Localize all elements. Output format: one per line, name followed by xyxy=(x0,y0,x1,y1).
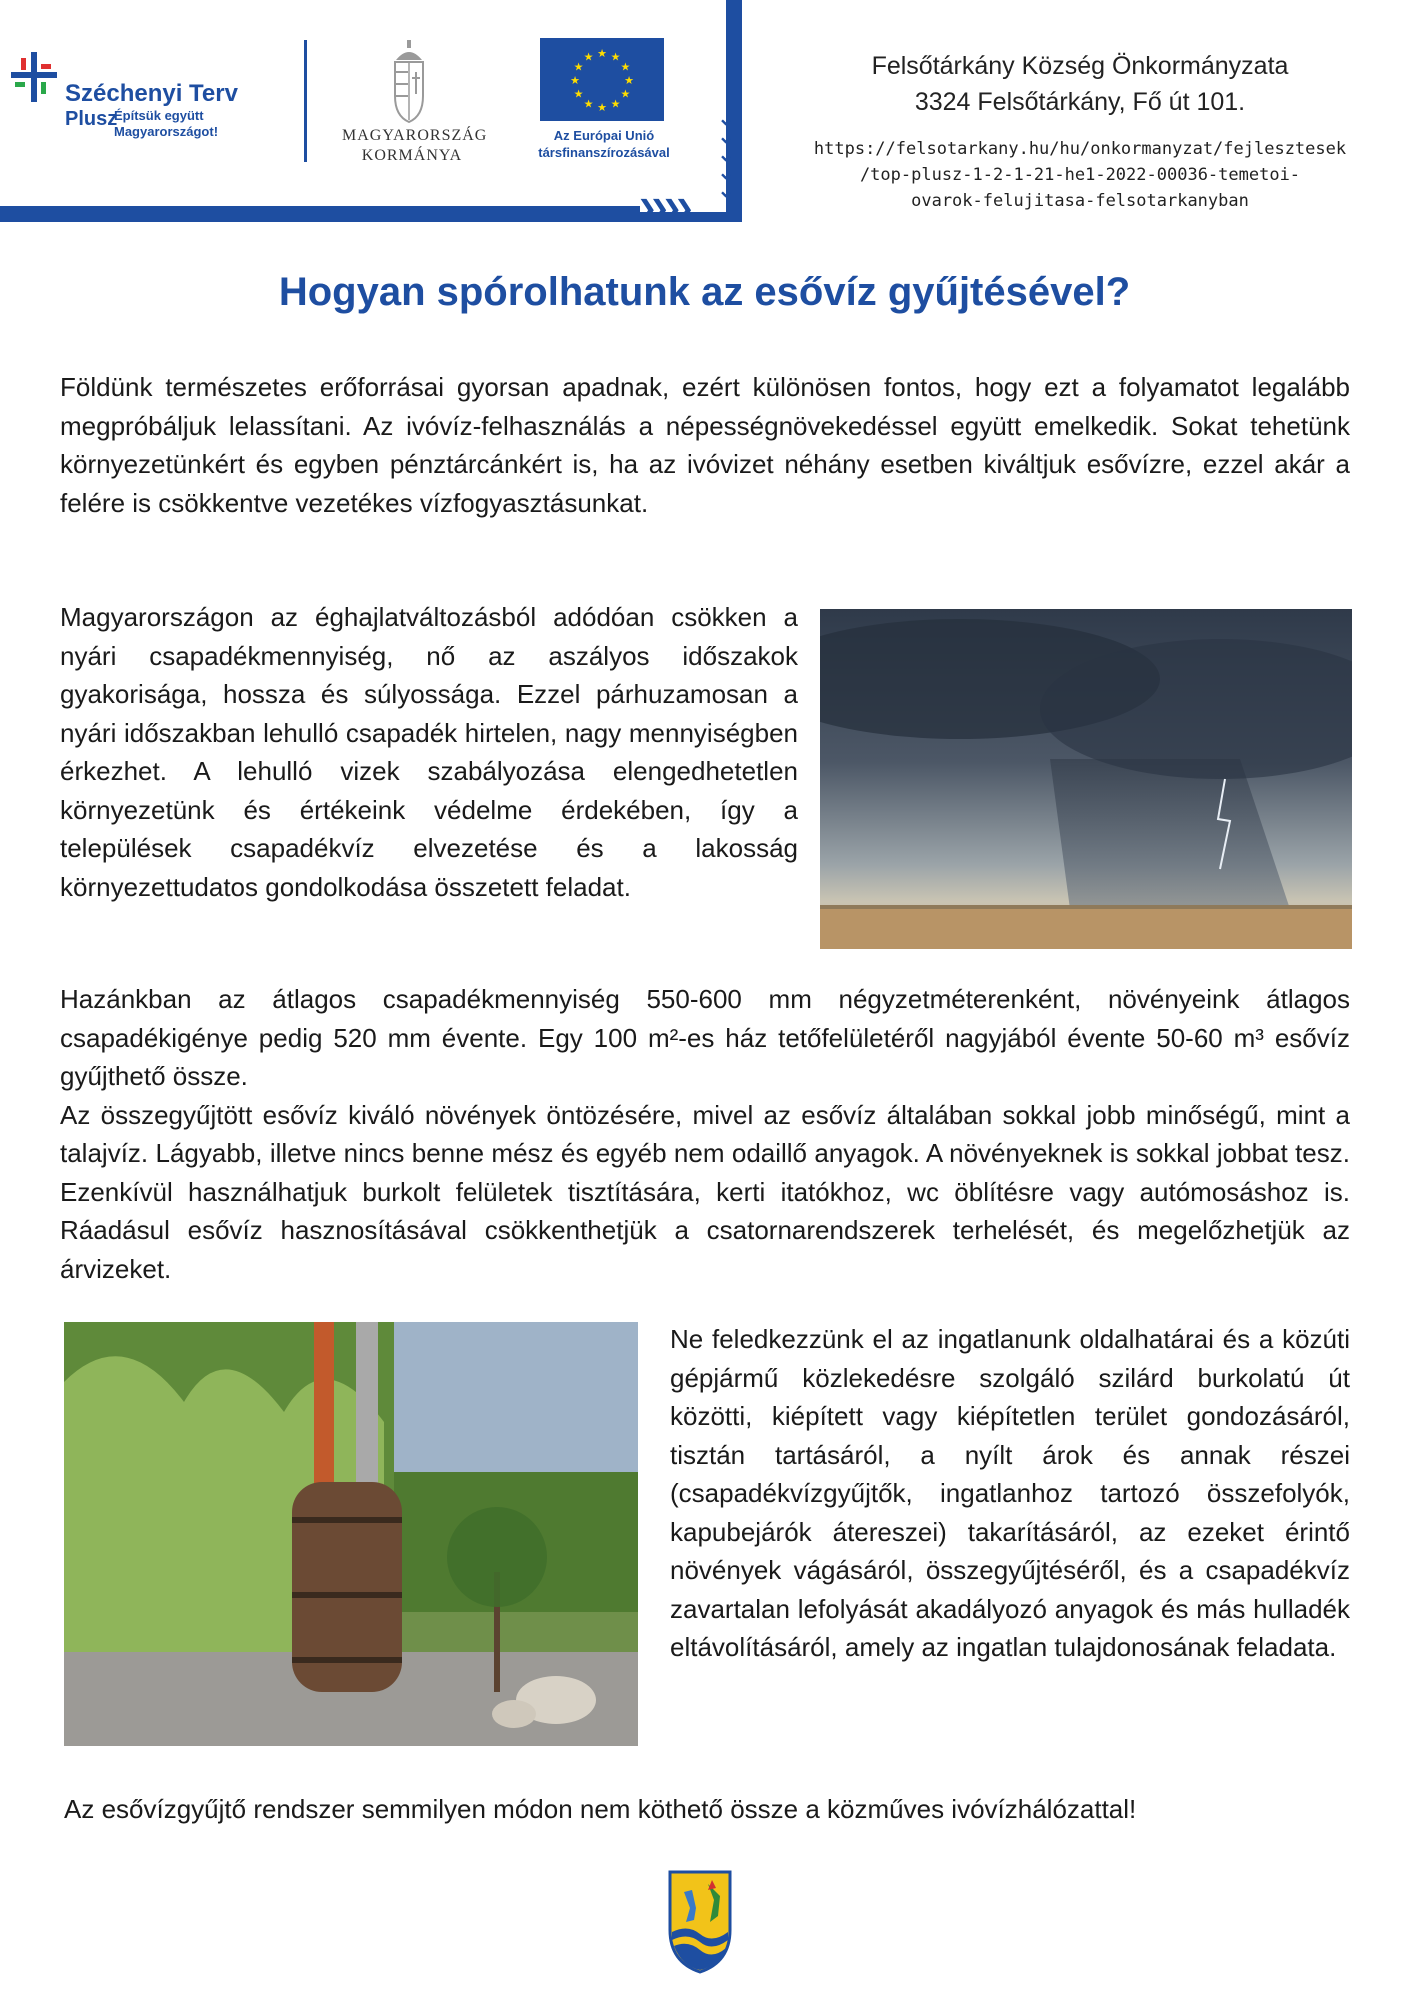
municipality-address: 3324 Felsőtárkány, Fő út 101. xyxy=(914,88,1246,116)
page-title: Hogyan spórolhatunk az esővíz gyűjtésével? xyxy=(278,270,1131,314)
paragraph-warning: Az esővízgyűjtő rendszer semmilyen módon nem köthető össze a közműves ivóvízhálózattal! xyxy=(64,1794,1137,1824)
eu-star-icon: ★ xyxy=(610,97,621,111)
rain-barrel-photo xyxy=(64,1322,638,1746)
eu-star-icon: ★ xyxy=(620,60,631,74)
municipality-block xyxy=(760,48,1400,120)
paragraph-maintenance: Ne feledkezzünk el az ingatlanunk oldalhatárai és a közúti gépjármű közlekedésre szolgáló szilárd burkolatú út közötti, kiépített vagy kiépítetlen terület gondozásáról, tisztán tartásáról, a nyílt árok és annak részei (csapadékvízgyűjtők, ingatlanhoz tartozó összefolyók, kapubejárók átereszei) takarításáról, az ezeket érintő növények vágásáról, összegyűjtéséről, és a csapadékvíz zavartalan lefolyását akadályozó anyagok és más hulladék eltávolításáról, amely az ingatlan tulajdonosának feladata. xyxy=(670,1324,1350,1662)
eu-label-line1: Az Európai Unió xyxy=(553,128,655,143)
url-line: /top-plusz-1-2-1-21-he1-2022-00036-temetoi- xyxy=(859,165,1301,185)
eu-star-icon: ★ xyxy=(597,101,607,114)
paragraph-intro: Földünk természetes erőforrásai gyorsan apadnak, ezért különösen fontos, hogy ezt a folyamatot legalább megpróbáljuk lelassítani. Az ivóvíz-felhasználás a népességnövekedéssel együtt emelkedik. Sokat tehetünk környezetünkért és egyben pénztárcánkért is, ha az ivóvizet néhány esetben kiváltjuk esővízre, ezzel akár a felére is csökkentve vezetékes vízfogyasztásunkat. xyxy=(60,372,1350,518)
eu-star-icon: ★ xyxy=(583,50,594,64)
felsotarkany-coat-of-arms-icon xyxy=(668,1870,732,1974)
banner-bottom-bar xyxy=(0,212,742,222)
gov-label-line1: MAGYARORSZÁG xyxy=(342,127,488,144)
url-line: ovarok-felujitasa-felsotarkanyban xyxy=(911,191,1249,211)
eu-label-line2: társfinanszírozásával xyxy=(538,145,670,160)
gov-label-line2: KORMÁNYA xyxy=(361,147,463,164)
url-line: https://felsotarkany.hu/hu/onkormanyzat/fejlesztesek xyxy=(813,139,1347,159)
eu-flag-icon xyxy=(540,38,664,121)
paragraph-rainfall xyxy=(60,980,1350,1288)
eu-star-icon: ★ xyxy=(610,50,621,64)
funding-banner xyxy=(0,0,742,222)
eu-star-icon: ★ xyxy=(573,60,584,74)
chevron-right-icon: ❯❯❯❯ xyxy=(638,196,688,221)
page-header xyxy=(0,0,1409,225)
program-plus: Plusz xyxy=(65,108,118,130)
rainwater-uses: Az összegyűjtött esővíz kiváló növények öntözésére, mivel az esővíz általában sokkal jobb minőségű, mint a talajvíz. Lágyabb, illetve nincs benne mész és egyéb nem odaillő anyagok. A növényeknek is sokkal jobbat tesz. Ezenkívül használhatjuk burkolt felületek tisztítására, kerti itatókhoz, wc öblítésre vagy autómosáshoz is. Ráadásul esővíz hasznosításával csökkenthetjük a csatornarendszerek terhelését, és megelőzhetjük az árvizeket. xyxy=(60,1099,1350,1284)
program-slogan: Építsük együtt Magyarországot! xyxy=(114,108,219,139)
rainfall-stats: Hazánkban az átlagos csapadékmennyiség 550-600 mm négyzetméterenként, növényeink átlagos csapadékigénye pedig 520 mm évente. Egy 100 m²-es ház tetőfelületéről nagyjából évente 50-60 m³ esővíz gyűjthető össze. xyxy=(60,984,1350,1091)
program-title: Széchenyi Terv xyxy=(65,80,238,107)
eu-star-icon: ★ xyxy=(620,87,631,101)
eu-star-icon: ★ xyxy=(583,97,594,111)
szechenyi-cross-logo xyxy=(5,48,65,108)
eu-star-icon: ★ xyxy=(624,74,634,87)
project-url xyxy=(760,136,1400,214)
storm-photo xyxy=(820,609,1352,949)
eu-star-icon: ★ xyxy=(573,87,584,101)
logo-separator xyxy=(304,40,307,162)
paragraph-climate: Magyarországon az éghajlatváltozásból adódóan csökken a nyári csapadékmennyiség, nő az aszályos időszakok gyakorisága, hossza és súlyossága. Ezzel párhuzamosan a nyári időszakban lehulló csapadék hirtelen, nagy mennyiségben érkezhet. A lehulló vizek szabályozása elengedhetetlen környezetünk és értékeink védelme érdekében, így a települések csapadékvíz elvezetése és a lakosság környezettudatos gondolkodása összetett feladat. xyxy=(60,602,798,902)
eu-star-icon: ★ xyxy=(597,47,607,60)
chevron-down-icon: ⌄ ⌄ ⌄ ⌄ ⌄ xyxy=(717,108,735,202)
municipality-name: Felsőtárkány Község Önkormányzata xyxy=(871,52,1289,80)
eu-star-icon: ★ xyxy=(570,74,580,87)
hungary-coat-of-arms-icon xyxy=(392,38,426,124)
